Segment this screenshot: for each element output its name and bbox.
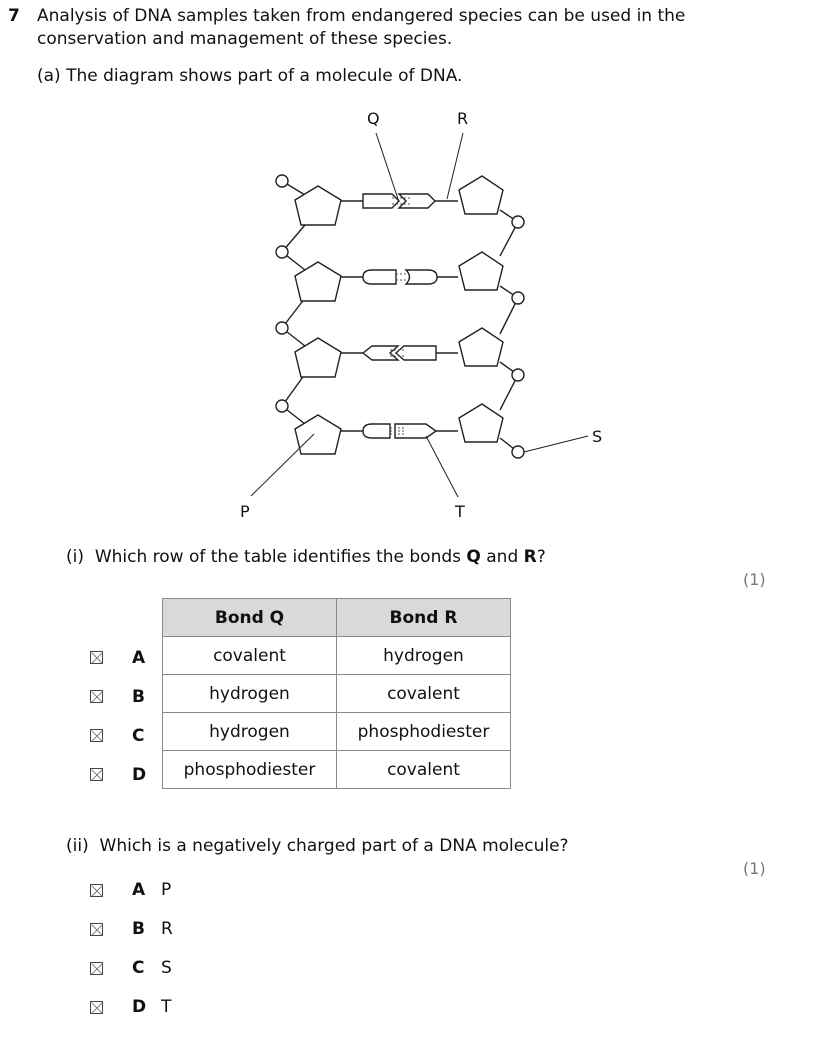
part-i-marks: (1) (743, 570, 766, 589)
option-letter: C (132, 726, 145, 746)
cell-bond-q: covalent (163, 637, 337, 675)
answer-checkbox-i-c[interactable] (90, 729, 103, 742)
option-letter: D (132, 997, 147, 1017)
answer-checkbox-i-d[interactable] (90, 768, 103, 781)
table-row (163, 751, 511, 789)
answer-checkbox-ii-b[interactable] (90, 923, 103, 936)
part-i-question (66, 547, 546, 567)
part-ii-roman: (ii) (66, 836, 89, 856)
option-value: R (161, 919, 173, 939)
part-ii-marks: (1) (743, 859, 766, 878)
part-i-text-after: ? (536, 547, 546, 567)
cell-bond-q: hydrogen (163, 675, 337, 713)
option-letter: A (132, 648, 146, 668)
option-letter: A (132, 880, 146, 900)
part-i-roman: (i) (66, 547, 84, 567)
option-value: S (161, 958, 172, 978)
part-i-text-before: Which row of the table identifies the bonds (94, 547, 467, 567)
answer-checkbox-ii-d[interactable] (90, 1001, 103, 1014)
answer-checkbox-ii-a[interactable] (90, 884, 103, 897)
part-i-text-mid: and (480, 547, 524, 567)
option-value: P (161, 880, 172, 900)
question-number: 7 (8, 6, 20, 26)
option-letter: C (132, 958, 145, 978)
part-a-text: (a) The diagram shows part of a molecule of DNA. (37, 66, 463, 86)
answer-checkbox-i-b[interactable] (90, 690, 103, 703)
cell-bond-q: hydrogen (163, 713, 337, 751)
cell-bond-r: covalent (337, 675, 511, 713)
part-i-bold-q: Q (466, 547, 481, 567)
label-t: T (455, 502, 465, 521)
cell-bond-r: hydrogen (337, 637, 511, 675)
option-letter: B (132, 687, 145, 707)
option-letter: B (132, 919, 145, 939)
cell-bond-r: covalent (337, 751, 511, 789)
question-intro-line1: Analysis of DNA samples taken from endangered species can be used in the (37, 6, 686, 26)
label-s: S (592, 427, 603, 446)
answer-checkbox-ii-c[interactable] (90, 962, 103, 975)
label-q: Q (367, 109, 380, 128)
table-row (163, 637, 511, 675)
answer-checkbox-i-a[interactable] (90, 651, 103, 664)
table-row (163, 713, 511, 751)
option-value: T (161, 997, 172, 1017)
cell-bond-q: phosphodiester (163, 751, 337, 789)
label-r: R (457, 109, 469, 128)
bonds-table (162, 598, 511, 789)
question-intro-line2: conservation and management of these species. (37, 29, 453, 49)
header-bond-q: Bond Q (163, 599, 337, 637)
table-row (163, 675, 511, 713)
label-p: P (240, 502, 250, 521)
header-bond-r: Bond R (337, 599, 511, 637)
part-ii-text: Which is a negatively charged part of a DNA molecule? (99, 836, 569, 856)
option-letter: D (132, 765, 147, 785)
part-ii-question (66, 836, 569, 856)
cell-bond-r: phosphodiester (337, 713, 511, 751)
table-header-row (163, 599, 511, 637)
part-i-bold-r: R (523, 547, 537, 567)
